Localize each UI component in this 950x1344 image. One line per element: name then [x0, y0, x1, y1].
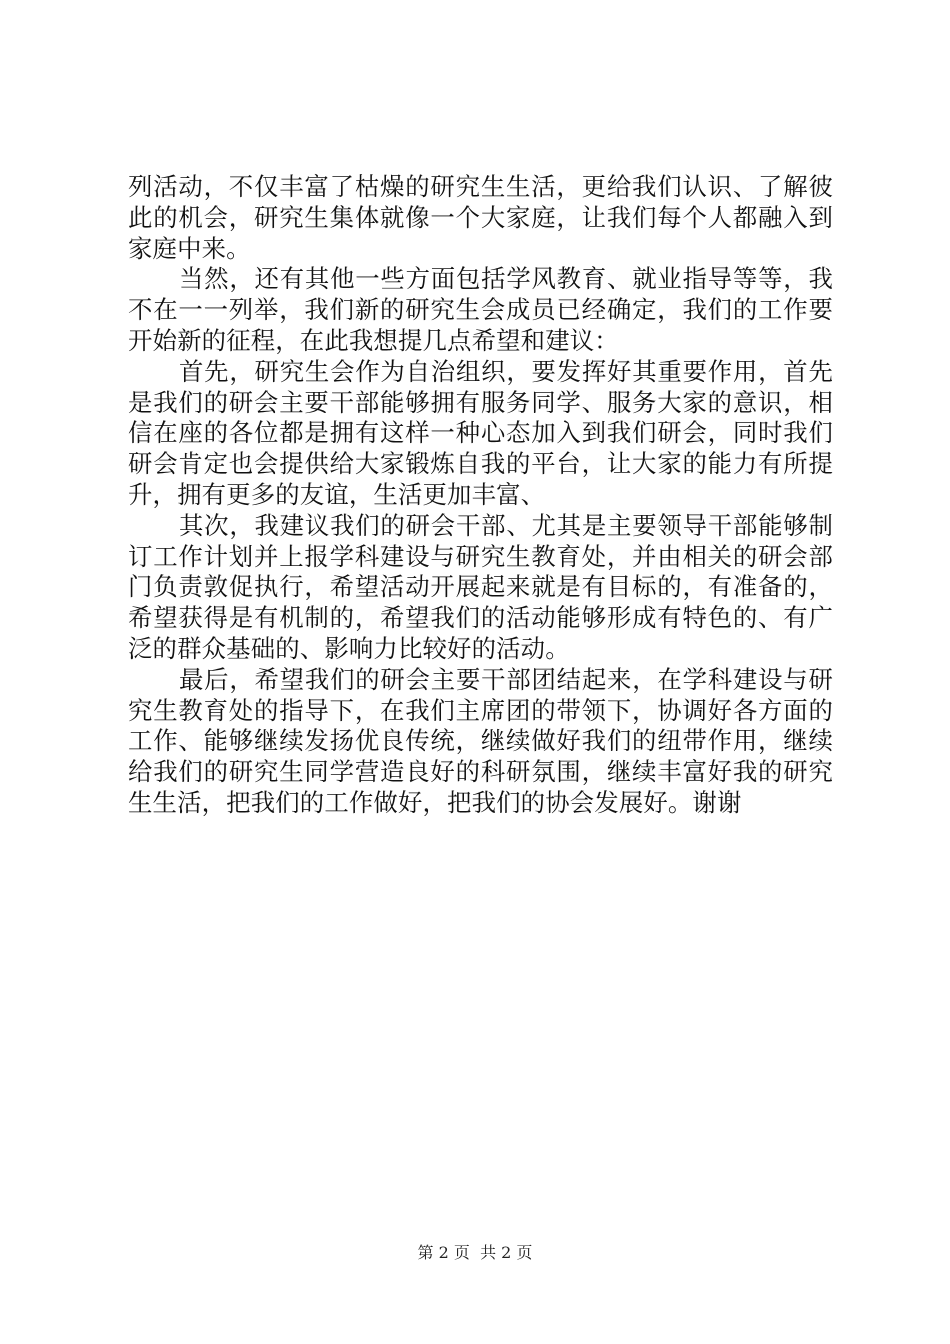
page-number-label: 第 2 页 共 2 页: [417, 1243, 533, 1262]
paragraph-2: 当然，还有其他一些方面包括学风教育、就业指导等等，我不在一一列举，我们新的研究生会成员已经确定，我们的工作要开始新的征程，在此我想提几点希望和建议：: [128, 264, 833, 355]
paragraph-1: 列活动，不仅丰富了枯燥的研究生生活，更给我们认识、了解彼此的机会，研究生集体就像一个大家庭，让我们每个人都融入到家庭中来。: [128, 172, 833, 263]
page-footer: [0, 1243, 950, 1263]
paragraph-3: 首先，研究生会作为自治组织，要发挥好其重要作用，首先是我们的研会主要干部能够拥有服务同学、服务大家的意识，相信在座的各位都是拥有这样一种心态加入到我们研会，同时我们研会肯定也会提供给大家锻炼自我的平台，让大家的能力有所提升，拥有更多的友谊，生活更加丰富、: [128, 356, 833, 509]
paragraph-5: 最后，希望我们的研会主要干部团结起来，在学科建设与研究生教育处的指导下，在我们主席团的带领下，协调好各方面的工作、能够继续发扬优良传统，继续做好我们的纽带作用，继续给我们的研究生同学营造良好的科研氛围，继续丰富好我的研究生生活，把我们的工作做好，把我们的协会发展好。谢谢: [128, 664, 833, 817]
paragraph-4: 其次，我建议我们的研会干部、尤其是主要领导干部能够制订工作计划并上报学科建设与研究生教育处，并由相关的研会部门负责敦促执行，希望活动开展起来就是有目标的，有准备的，希望获得是有机制的，希望我们的活动能够形成有特色的、有广泛的群众基础的、影响力比较好的活动。: [128, 510, 833, 663]
document-body: [128, 172, 833, 819]
